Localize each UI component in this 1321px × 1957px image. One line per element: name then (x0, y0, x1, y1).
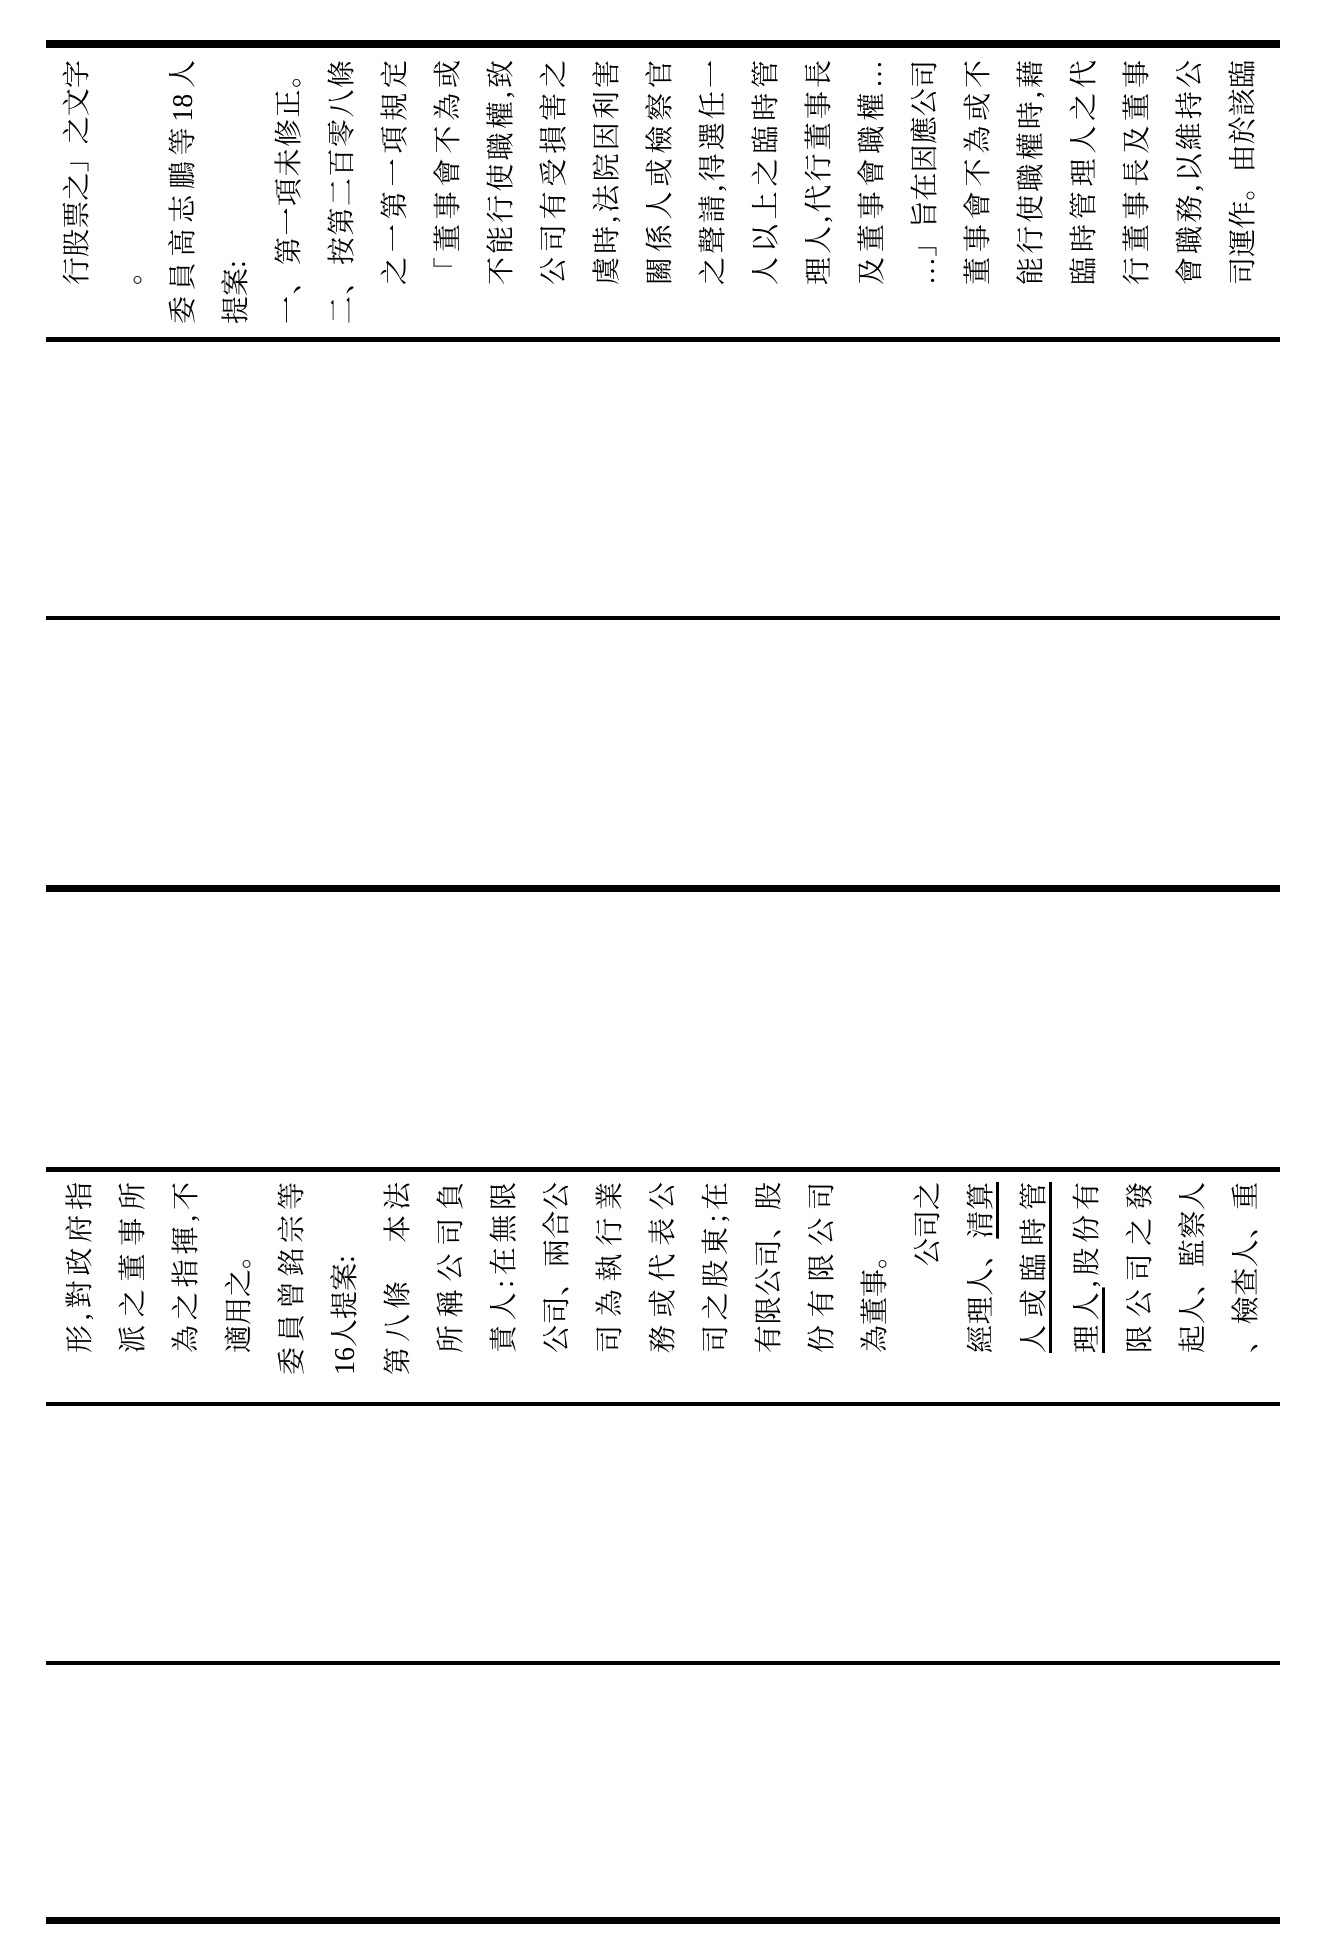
table-rule-6 (46, 1402, 1280, 1406)
text-segment: 限公司之發 (1125, 1182, 1156, 1353)
text-segment: 為之指揮,不 (171, 1182, 202, 1353)
text-line (952, 60, 1005, 324)
text-segment: 及董事會職權… (857, 60, 888, 285)
text-segment: 委員高志鵬等18人 (168, 60, 199, 324)
text-line (478, 1182, 531, 1375)
text-segment: 所稱公司負 (436, 1182, 467, 1353)
text-line (1114, 1182, 1167, 1375)
text-line (849, 1182, 902, 1375)
text-line (902, 1182, 955, 1375)
text-line (1167, 1182, 1220, 1375)
text-line (157, 60, 210, 324)
text-segment: 公司之 (913, 1182, 944, 1267)
text-line (422, 60, 475, 324)
text-line (1111, 60, 1164, 324)
text-line (634, 60, 687, 324)
text-line (1005, 60, 1058, 324)
text-line (263, 60, 316, 324)
text-segment: 不能行使職權,致 (486, 60, 517, 285)
text-segment: 形,對政府指 (65, 1182, 96, 1353)
text-segment: 「董事會不為或 (433, 60, 464, 285)
text-segment: 經理人、 (966, 1238, 997, 1353)
text-line (213, 1182, 266, 1375)
text-segment: 責人:在無限 (489, 1182, 520, 1353)
table-rule-7 (46, 1661, 1280, 1665)
text-segment: 之一第一項規定 (380, 60, 411, 285)
underlined-text-segment: 理人 (1072, 1287, 1103, 1353)
text-line (316, 60, 369, 324)
text-segment: 理人,代行董事長 (804, 60, 835, 285)
text-line (1164, 60, 1217, 324)
text-line (160, 1182, 213, 1375)
text-segment: 、檢查人、重 (1231, 1182, 1262, 1353)
text-segment: 。 (115, 256, 146, 285)
text-segment: 提案: (221, 260, 252, 324)
cell-e (54, 1182, 1273, 1375)
cell-a (51, 60, 1270, 324)
text-segment: 有限公司、股 (754, 1182, 785, 1353)
text-segment: 適用之。 (224, 1240, 255, 1353)
underlined-text-segment: 人或臨時管 (1019, 1182, 1050, 1353)
text-segment: 司之股東;在 (701, 1182, 732, 1353)
text-line (743, 1182, 796, 1375)
text-segment: 務或代表公 (648, 1182, 679, 1353)
text-line (1220, 1182, 1273, 1375)
text-line (372, 1182, 425, 1375)
text-segment: 會職務,以維持公 (1175, 60, 1206, 285)
text-segment: 為董事。 (860, 1240, 891, 1353)
text-segment: 行董事長及董事 (1122, 60, 1153, 285)
text-line (104, 60, 157, 324)
text-line (637, 1182, 690, 1375)
text-line (528, 60, 581, 324)
text-line (531, 1182, 584, 1375)
table-rule-3 (46, 616, 1280, 620)
text-line (475, 60, 528, 324)
text-line (425, 1182, 478, 1375)
table-rule-outer-right (46, 40, 1280, 48)
text-line (1217, 60, 1270, 324)
text-line (1061, 1182, 1114, 1375)
text-segment: 二、按第二百零八條 (327, 60, 358, 324)
text-line (210, 60, 263, 324)
table-rule-outer-left (46, 1917, 1280, 1924)
text-segment: 一、第一項未修正。 (274, 60, 305, 324)
text-segment: …」旨在因應公司 (910, 60, 941, 285)
text-segment: 起人、監察人 (1178, 1182, 1209, 1353)
text-segment: 人以上之臨時管 (751, 60, 782, 285)
text-segment: ,股份有 (1072, 1182, 1103, 1288)
text-line (319, 1182, 372, 1375)
table-rule-5 (46, 1167, 1280, 1172)
text-line (107, 1182, 160, 1375)
text-line (1058, 60, 1111, 324)
text-line (581, 60, 634, 324)
text-segment: 公司、兩合公 (542, 1182, 573, 1353)
text-line (1008, 1182, 1061, 1375)
text-segment: 行股票之」之文字 (62, 60, 93, 285)
text-segment: 第八條 本法 (383, 1182, 414, 1375)
text-line (796, 1182, 849, 1375)
text-segment: 臨時管理人之代 (1069, 60, 1100, 285)
text-segment: 虞時,法院因利害 (592, 60, 623, 285)
text-line (369, 60, 422, 324)
text-segment: 司為執行業 (595, 1182, 626, 1353)
text-line (584, 1182, 637, 1375)
text-line (955, 1182, 1008, 1375)
text-line (54, 1182, 107, 1375)
table-rule-middle (46, 885, 1280, 892)
text-segment: 16人提案: (330, 1255, 361, 1375)
text-line (846, 60, 899, 324)
text-segment: 派之董事所 (118, 1182, 149, 1353)
text-segment: 能行使職權時,藉 (1016, 60, 1047, 285)
text-line (690, 1182, 743, 1375)
underlined-text-segment: 清算 (966, 1182, 997, 1239)
text-segment: 之聲請,得選任一 (698, 60, 729, 285)
table-rule-2 (46, 337, 1280, 342)
text-segment: 董事會不為或不 (963, 60, 994, 285)
text-segment: 司運作。由於該臨 (1228, 60, 1259, 285)
text-line (266, 1182, 319, 1375)
text-line (687, 60, 740, 324)
text-segment: 關係人或檢察官 (645, 60, 676, 285)
text-segment: 份有限公司 (807, 1182, 838, 1353)
text-segment: 公司有受損害之 (539, 60, 570, 285)
text-line (899, 60, 952, 324)
text-line (51, 60, 104, 324)
text-segment: 委員曾銘宗等 (277, 1182, 308, 1375)
text-line (740, 60, 793, 324)
text-line (793, 60, 846, 324)
